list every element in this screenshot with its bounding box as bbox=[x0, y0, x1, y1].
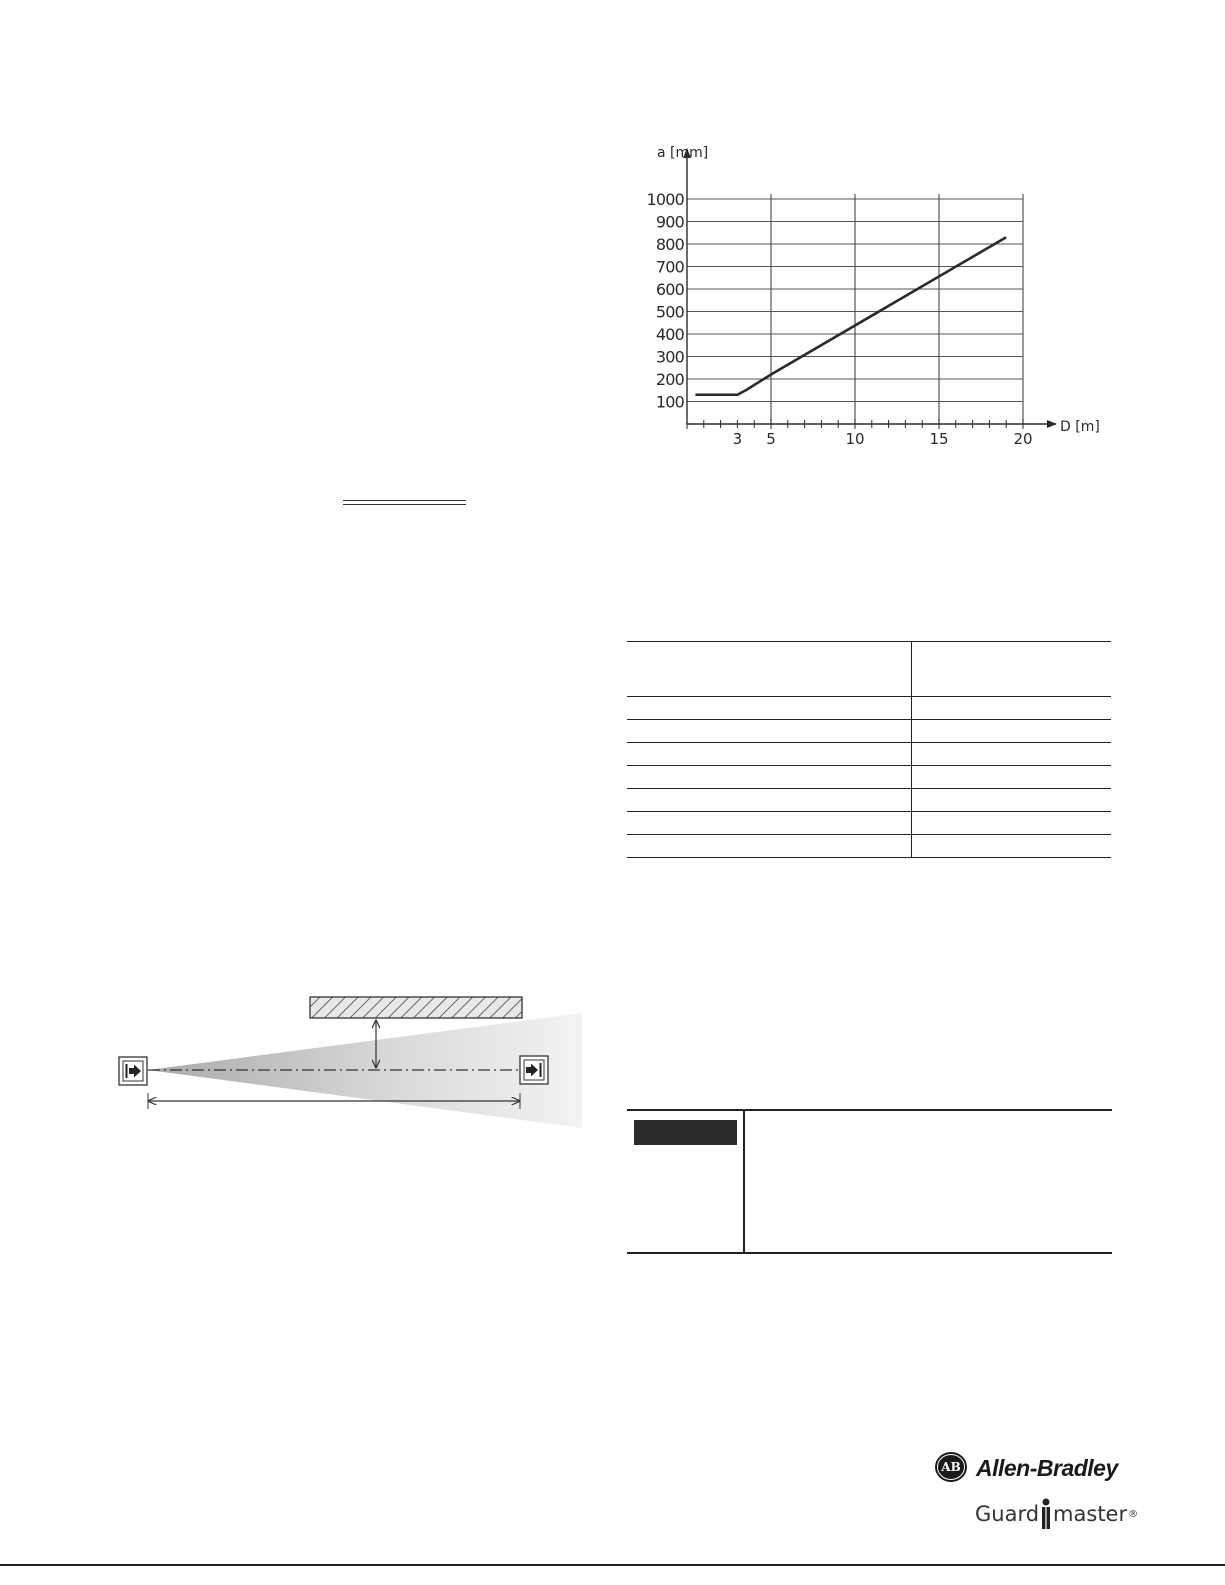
x-tick-label: 15 bbox=[929, 430, 949, 448]
y-tick-label: 700 bbox=[655, 257, 684, 277]
table-cell bbox=[912, 743, 1112, 766]
table-cell bbox=[912, 766, 1112, 789]
table-cell bbox=[627, 812, 912, 835]
y-tick-label: 100 bbox=[655, 392, 684, 412]
table-cell bbox=[912, 720, 1112, 743]
chart-ticks bbox=[646, 190, 1032, 448]
registered-mark: ® bbox=[1128, 1508, 1139, 1520]
receiver-icon bbox=[520, 1056, 548, 1084]
table-row bbox=[627, 743, 1111, 766]
master-text: master bbox=[1053, 1502, 1128, 1526]
notice-divider bbox=[743, 1111, 745, 1252]
y-tick-label: 800 bbox=[655, 235, 684, 254]
x-axis-label: D [m] bbox=[1060, 419, 1100, 435]
chart-grid bbox=[687, 194, 1023, 424]
double-rule bbox=[343, 500, 466, 505]
distance-chart bbox=[630, 135, 1100, 460]
y-tick-label: 1000 bbox=[646, 190, 684, 209]
brand-name: Allen-Bradley bbox=[976, 1455, 1118, 1481]
x-tick-label: 5 bbox=[766, 430, 776, 448]
guard-text: Guard bbox=[975, 1502, 1040, 1526]
y-tick-label: 300 bbox=[655, 347, 684, 367]
table-cell bbox=[912, 697, 1112, 720]
x-tick-label: 20 bbox=[1013, 430, 1033, 448]
guardmaster-logo bbox=[975, 1498, 1138, 1530]
notice-badge bbox=[634, 1120, 737, 1145]
table-row bbox=[627, 835, 1111, 858]
table-cell bbox=[627, 697, 912, 720]
sender-icon bbox=[119, 1057, 147, 1085]
notice-box bbox=[627, 1109, 1112, 1254]
table-row bbox=[627, 812, 1111, 835]
chart-series bbox=[695, 237, 1006, 395]
y-tick-label: 900 bbox=[655, 212, 684, 232]
guardmaster-figure-icon bbox=[1040, 1498, 1052, 1530]
y-tick-label: 600 bbox=[655, 280, 684, 299]
ab-mark-text: AB bbox=[941, 1460, 961, 1474]
table-row bbox=[627, 789, 1111, 812]
table-cell bbox=[912, 642, 1112, 697]
y-axis-label: a [mm] bbox=[657, 145, 709, 161]
table-row bbox=[627, 697, 1111, 720]
series-line bbox=[695, 237, 1006, 395]
data-table bbox=[627, 641, 1111, 858]
table-cell bbox=[627, 720, 912, 743]
table-row bbox=[627, 766, 1111, 789]
table-cell bbox=[627, 789, 912, 812]
table-cell bbox=[912, 789, 1112, 812]
table-row bbox=[627, 720, 1111, 743]
table-header-row bbox=[627, 642, 1111, 697]
beam-diagram bbox=[110, 990, 585, 1140]
allen-bradley-logo-icon bbox=[934, 1451, 968, 1483]
reflective-surface bbox=[310, 997, 522, 1018]
table-cell bbox=[627, 743, 912, 766]
table-cell bbox=[627, 642, 912, 697]
bottom-rule bbox=[0, 1564, 1225, 1566]
chart-axes bbox=[687, 149, 1056, 424]
table-cell bbox=[627, 835, 912, 858]
table-cell bbox=[627, 766, 912, 789]
y-tick-label: 400 bbox=[655, 325, 684, 344]
y-tick-label: 200 bbox=[655, 370, 684, 389]
y-tick-label: 500 bbox=[655, 302, 684, 322]
x-tick-label: 3 bbox=[732, 430, 743, 448]
table-cell bbox=[912, 835, 1112, 858]
table-cell bbox=[912, 812, 1112, 835]
x-tick-label: 10 bbox=[845, 430, 865, 448]
